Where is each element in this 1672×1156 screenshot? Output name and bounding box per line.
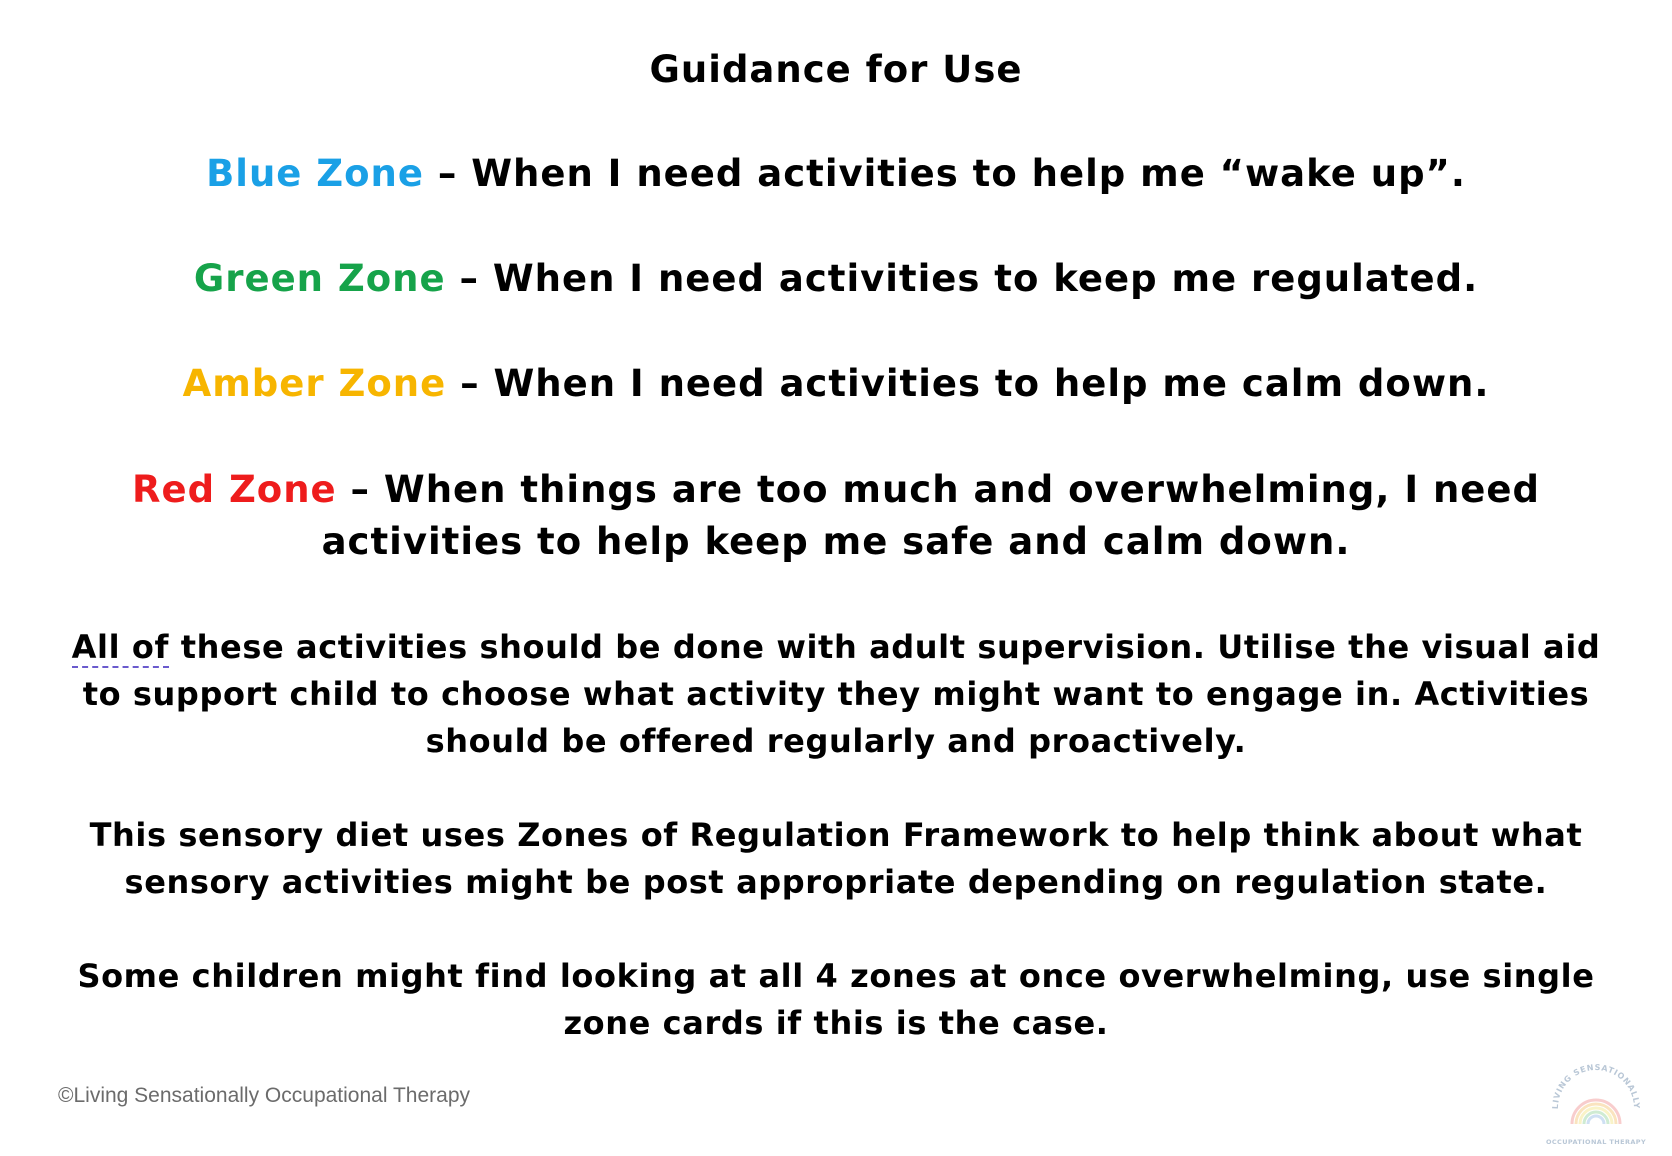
amber-zone-line xyxy=(60,358,1612,410)
amber-zone-text: – When I need activities to help me calm down. xyxy=(446,362,1490,405)
blue-zone-text: – When I need activities to help me “wake up”. xyxy=(423,152,1466,195)
supervision-paragraph xyxy=(50,624,1622,765)
blue-zone-line xyxy=(60,148,1612,200)
red-zone-line xyxy=(70,464,1602,568)
amber-zone-label: Amber Zone xyxy=(182,362,447,405)
page-title: Guidance for Use xyxy=(649,48,1023,91)
rainbow-logo xyxy=(1544,1046,1648,1150)
green-zone-line xyxy=(60,253,1612,305)
single-zone-paragraph: Some children might find looking at all 4 zones at once overwhelming, use single zone cards if this is the case. xyxy=(77,957,1595,1042)
logo-bottom-text: OCCUPATIONAL THERAPY xyxy=(1545,1138,1647,1146)
framework-paragraph: This sensory diet uses Zones of Regulation Framework to help think about what sensory activities might be post appropriate depending on regulation state. xyxy=(89,816,1583,901)
supervision-rest: these activities should be done with adult supervision. Utilise the visual aid to support child to choose what activity they might want to engage in. Activities should be offered regularly and proactively. xyxy=(82,628,1601,760)
copyright-footer: ©Living Sensationally Occupational Therapy xyxy=(58,1084,470,1107)
supervision-lead: All of xyxy=(71,628,170,666)
green-zone-text: – When I need activities to keep me regulated. xyxy=(445,257,1479,300)
blue-zone-label: Blue Zone xyxy=(206,152,424,195)
green-zone-label: Green Zone xyxy=(193,257,446,300)
red-zone-text: – When things are too much and overwhelming, I need activities to help keep me safe and calm down. xyxy=(321,468,1540,563)
logo-top-text: LIVING SENSATIONALLY xyxy=(1550,1062,1642,1110)
red-zone-label: Red Zone xyxy=(132,468,337,511)
